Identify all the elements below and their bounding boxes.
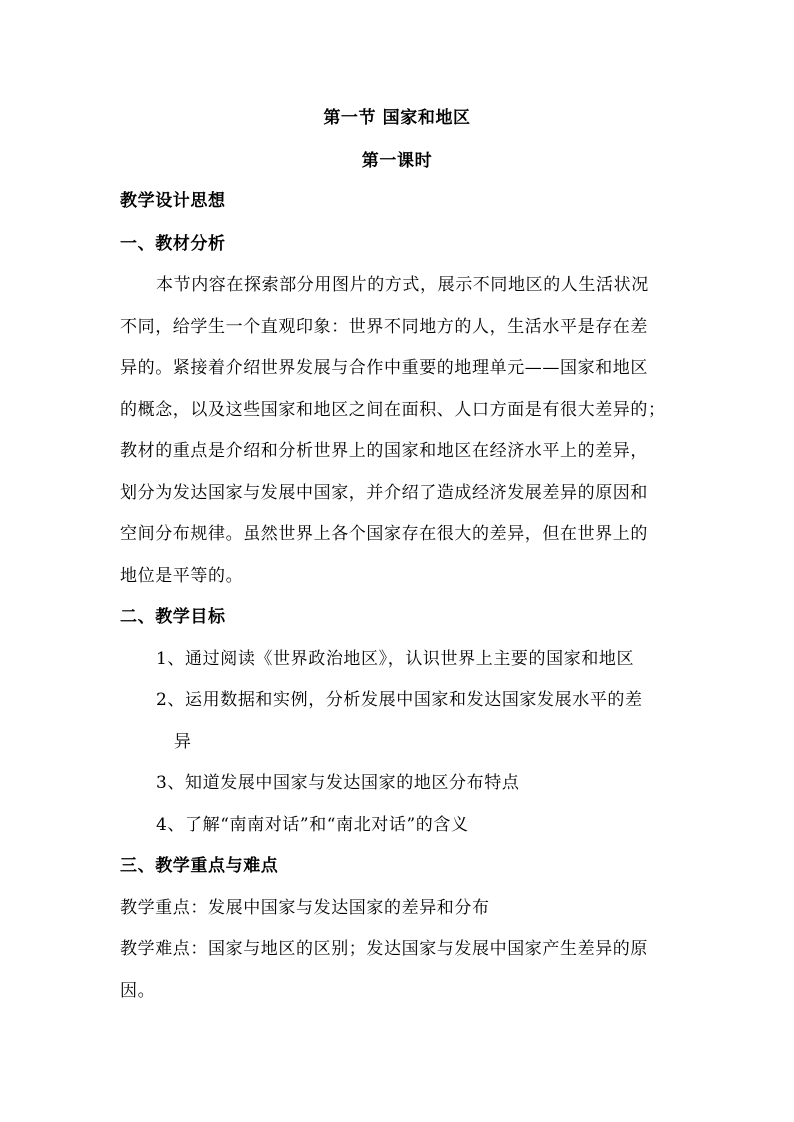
list-item: 4、了解“南南对话”和“南北对话”的含义 xyxy=(156,815,469,835)
paragraph-line: 教学难点：国家与地区的区别；发达国家与发展中国家产生差异的原 xyxy=(120,939,648,959)
list-item: 3、知道发展中国家与发达国家的地区分布特点 xyxy=(156,773,520,793)
document-title: 第一节 国家和地区 xyxy=(323,108,471,128)
paragraph-line: 异的。紧接着介绍世界发展与合作中重要的地理单元——国家和地区 xyxy=(120,358,648,378)
part3-heading: 三、教学重点与难点 xyxy=(120,856,279,876)
list-item: 2、运用数据和实例，分析发展中国家和发达国家发展水平的差 xyxy=(156,690,643,710)
lesson-subtitle: 第一课时 xyxy=(361,151,433,171)
part1-heading: 一、教材分析 xyxy=(120,234,226,254)
paragraph-line: 不同，给学生一个直观印象：世界不同地方的人，生活水平是存在差 xyxy=(120,317,648,337)
paragraph-line: 划分为发达国家与发展中国家，并介绍了造成经济发展差异的原因和 xyxy=(120,483,648,503)
paragraph-line: 的概念，以及这些国家和地区之间在面积、人口方面是有很大差异的； xyxy=(120,400,666,420)
list-item: 1、通过阅读《世界政治地区》，认识世界上主要的国家和地区 xyxy=(156,649,635,669)
section-heading: 教学设计思想 xyxy=(120,191,226,211)
paragraph-line: 教材的重点是介绍和分析世界上的国家和地区在经济水平上的差异， xyxy=(120,441,648,461)
paragraph-line: 本节内容在探索部分用图片的方式，展示不同地区的人生活状况 xyxy=(156,275,649,295)
part2-heading: 二、教学目标 xyxy=(120,607,226,627)
paragraph-line: 空间分布规律。虽然世界上各个国家存在很大的差异，但在世界上的 xyxy=(120,524,648,544)
list-item-continuation: 异 xyxy=(174,732,192,752)
paragraph-line: 因。 xyxy=(120,981,156,1001)
paragraph-line: 教学重点：发展中国家与发达国家的差异和分布 xyxy=(120,898,490,918)
paragraph-line: 地位是平等的。 xyxy=(120,566,244,586)
